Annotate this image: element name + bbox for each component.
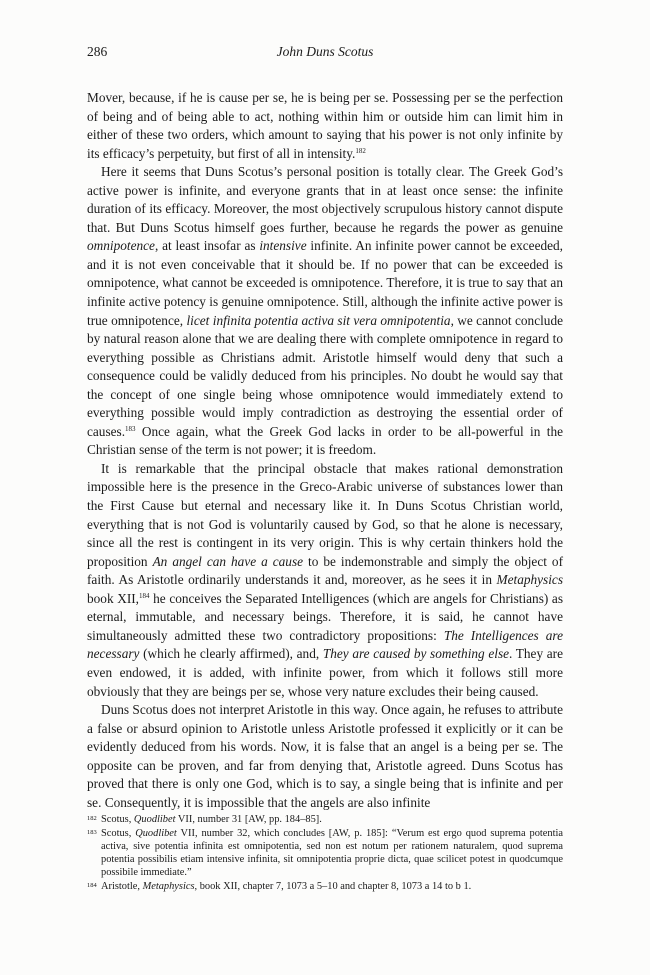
footnote	[87, 880, 563, 893]
footnote	[87, 813, 563, 826]
italic-text: omnipotence	[87, 238, 155, 254]
text-run: to be indemonstrable and simply the object of faith. As Aristotle ordinarily understands it and, moreover, as he sees it in	[87, 553, 563, 588]
text-run: Duns Scotus does not interpret Aristotle in this way. Once again, he refuses to attribute a false or absurd opinion to Aristotle unless Aristotle professed it explicitly or it can be evidently deduced from his words. Now, it is false that an angel is a being per se. The opposite can be proven, and far from denying that, Aristotle agreed. Duns Scotus has proved that there is only one God, which is to say, a single being that is infinite and per se. Consequently, it is impossible that the angels are also infinite	[87, 702, 563, 810]
text-run: Aristotle,	[101, 881, 143, 892]
italic-text: An angel can have a cause	[152, 553, 304, 569]
text-run: Scotus,	[101, 828, 136, 839]
text-run: , at least insofar as	[154, 238, 260, 254]
running-head	[87, 44, 563, 64]
text-run: book XII,	[87, 590, 140, 606]
italic-text: Metaphysics	[142, 881, 195, 892]
text-run: VII, number 31 [AW, pp. 184–85].	[175, 814, 322, 825]
running-title: John Duns Scotus	[276, 44, 374, 59]
italic-text: The Intelligences are necessary	[87, 627, 563, 662]
paragraph	[87, 701, 563, 812]
footnote-number: 184	[87, 882, 97, 889]
text-run: , book XII, chapter 7, 1073 a 5–10 and chapter 8, 1073 a 14 to b 1.	[194, 881, 472, 892]
paragraph	[87, 163, 563, 460]
paragraph	[87, 89, 563, 163]
footnote-number: 182	[87, 815, 97, 822]
footnote-number: 183	[87, 829, 97, 836]
footnotes	[87, 813, 563, 894]
text-run: . They are even endowed, it is added, with infinite power, from which it follows still more obviously that they are beings per se, whose very nature excludes their being caused.	[87, 646, 563, 699]
footnote-text	[101, 881, 471, 892]
text-run: Once again, what the Greek God lacks in order to be all-powerful in the Christian sense of the term is not power; it is freedom.	[87, 423, 563, 458]
text-run: , we cannot conclude by natural reason alone that we are dealing there with complete omnipotence in regard to everything possible as Christians admit. Aristotle himself would deny that such a consequence could be validly deduced from his principles. No doubt he would say that the concept of one single being whose omnipotence would immediately extend to everything possible would imply contradiction as destroying the essential order of causes.	[87, 312, 564, 439]
text-run: VII, number 32, which concludes [AW, p. 185]: “Verum est ergo quod suprema potentia activa, sive potentia infinita est omnipotentia, sed non est notum per rationem naturalem, quod suprema potentia possibilis etiam intensive infinita, sit omnipotentia proprie dicta, quae scilicet potest in quodcumque possibile immediate.”	[101, 828, 563, 878]
page-number: 286	[87, 44, 108, 59]
paragraph	[87, 460, 563, 701]
body-text	[87, 89, 563, 812]
text-run: Here it seems that Duns Scotus’s personal position is totally clear. The Greek God’s active power is infinite, and everyone grants that in at least once sense: the infinite duration of its efficacy. Moreover, the most objectively scrupulous history cannot dispute that. But Duns Scotus himself goes further, because he regards the power as genuine	[87, 164, 563, 235]
footnote-ref: 184	[139, 591, 150, 600]
footnote	[87, 827, 563, 879]
footnote-text	[101, 814, 322, 825]
italic-text: Quodlibet	[133, 814, 176, 825]
footnote-ref: 183	[125, 424, 136, 433]
text-run: Mover, because, if he is cause per se, he is being per se. Possessing per se the perfection of being and of being able to act, nothing within him or outside him can limit him in either of these two orders, which amount to saying that his power is not only infinite by its efficacy’s perpetuity, but first of all in intensity.	[87, 90, 563, 161]
italic-text: licet infinita potentia activa sit vera omnipotentia	[186, 312, 451, 328]
text-run: It is remarkable that the principal obstacle that makes rational demonstration impossible here is the presence in the Greco-Arabic universe of substances lower than the First Cause but eternal and necessary like it. In Duns Scotus Christian world, everything that is not God is voluntarily caused by God, so that he alone is necessary, since all the rest is contingent in its very origin. This is why certain thinkers hold the proposition	[87, 460, 563, 569]
italic-text: Metaphysics	[496, 572, 563, 588]
footnote-ref: 182	[355, 146, 366, 155]
text-run: infinite. An infinite power cannot be exceeded, and it is not even conceivable that it should be. If no power that can be exceeded is omnipotence, what cannot be exceeded is omnipotence. Therefore, it is true to say that an infinite active potency is genuine omnipotence. Still, although the infinite active power is true omnipotence,	[87, 238, 563, 328]
footnote-text	[101, 828, 563, 878]
text-run: (which he clearly affirmed), and,	[139, 646, 323, 662]
italic-text: Quodlibet	[135, 828, 177, 839]
text-run: Scotus,	[101, 814, 134, 825]
italic-text: They are caused by something else	[322, 646, 510, 662]
text-run: he conceives the Separated Intelligences (which are angels for Christians) as eternal, immutable, and necessary beings. Therefore, it is said, he cannot have simultaneously admitted these two contradictory propositions:	[87, 590, 564, 643]
italic-text: intensive	[259, 238, 307, 254]
